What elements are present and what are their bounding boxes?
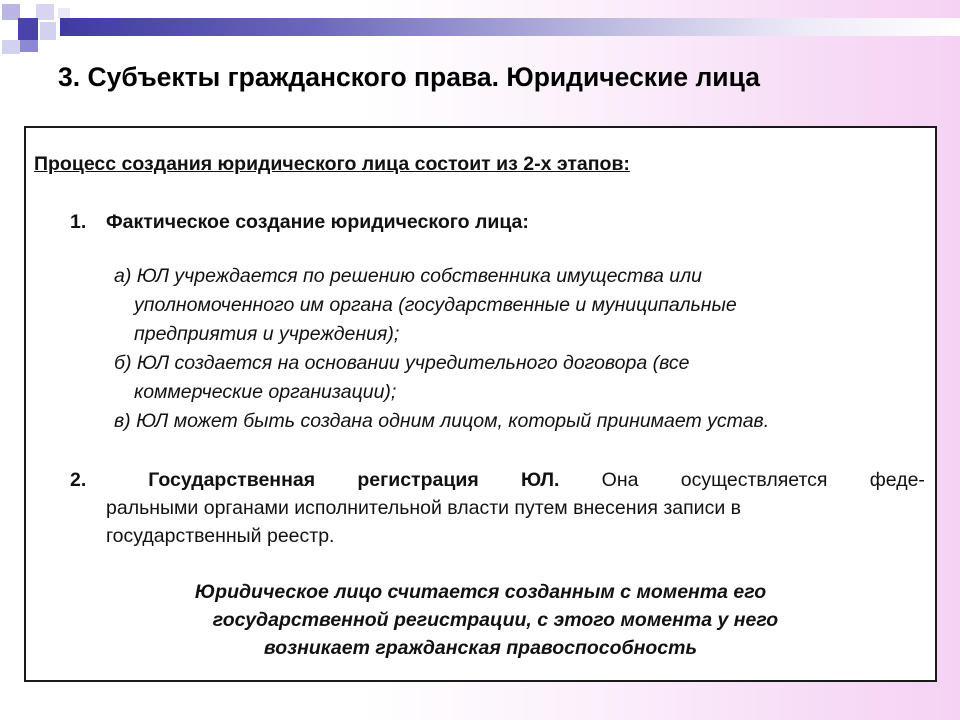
conclusion-line: возникает гражданская правоспособность: [263, 637, 698, 659]
slide-title: 3. Субъекты гражданского права. Юридические лица: [58, 62, 760, 92]
stage-2-word: Государственная: [148, 469, 316, 491]
stage-2-word: осуществляется: [680, 469, 828, 491]
decor-square: [58, 8, 70, 18]
stage-2-line: государственный реестр.: [106, 525, 335, 547]
decor-square: [2, 40, 20, 54]
stage-2-word: Она: [601, 469, 639, 491]
decor-square: [40, 22, 56, 40]
list-item: уполномоченного им органа (государственные и муниципальные: [134, 294, 737, 316]
stage-1-number: 1.: [70, 211, 87, 233]
stage-2-line: ральными органами исполнительной власти путем внесения записи в: [106, 497, 741, 519]
intro-text: Процесс создания юридического лица состоит из 2-х этапов:: [34, 153, 630, 175]
decor-square: [18, 18, 38, 40]
stage-2-number: 2.: [70, 469, 87, 491]
conclusion-line: Юридическое лицо считается созданным с момента его: [194, 581, 767, 603]
list-item: а) ЮЛ учреждается по решению собственника имущества или: [114, 265, 702, 287]
stage-2-word: регистрация: [357, 469, 479, 491]
header-gradient-bar: [60, 18, 960, 36]
stage-2-word: феде-: [869, 469, 925, 491]
stage-2-paragraph: [70, 466, 925, 550]
list-item: коммерческие организации);: [134, 381, 397, 403]
stage-2-first-line: [70, 466, 925, 494]
stage-1-heading: [70, 208, 529, 236]
list-item: в) ЮЛ может быть создана одним лицом, который принимает устав.: [114, 410, 770, 432]
content-box: [24, 126, 937, 682]
decor-square: [36, 4, 54, 20]
stage-2-word: ЮЛ.: [520, 469, 560, 491]
conclusion-line: государственной регистрации, с этого момента у него: [212, 609, 779, 631]
stage-1-label: Фактическое создание юридического лица:: [106, 211, 529, 233]
list-item: б) ЮЛ создается на основании учредительного договора (все: [114, 352, 690, 374]
conclusion-text: [26, 578, 935, 662]
list-item: предприятия и учреждения);: [134, 323, 400, 345]
decor-square: [20, 40, 38, 52]
